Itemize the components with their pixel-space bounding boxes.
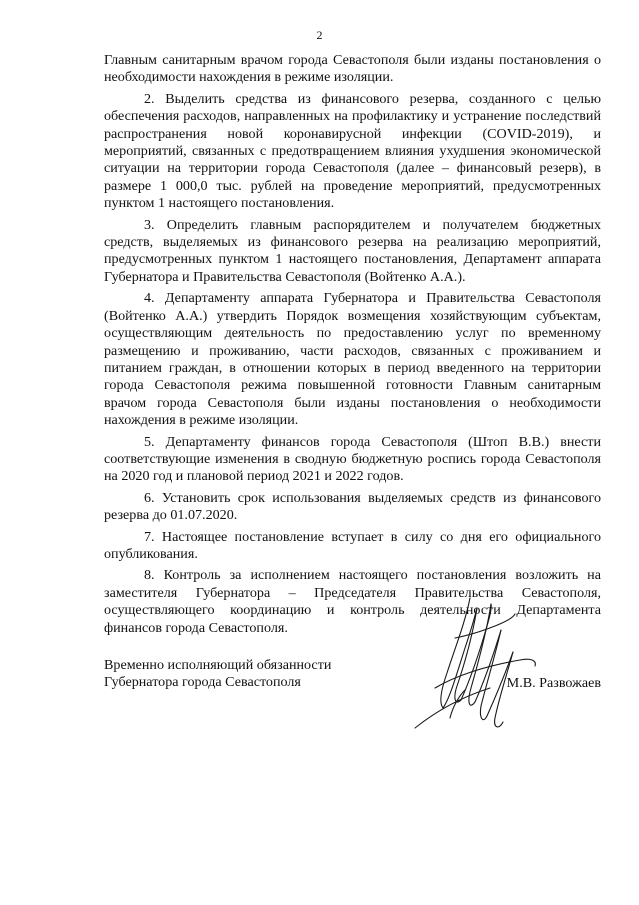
paragraph-1: Главным санитарным врачом города Севастополя были изданы постановления о необходимости нахождения в режиме изоляции. xyxy=(104,52,601,86)
paragraph-3: 3. Определить главным распорядителем и получателем бюджетных средств, выделяемых из финансового резерва на реализацию мероприятий, предусмотренных пунктом 1 настоящего постановления, Департамент аппарата Губернатора и Правительства Севастополя (Войтенко А.А.). xyxy=(104,216,601,285)
signatory-name: М.В. Развожаев xyxy=(506,675,601,691)
paragraph-6: 6. Установить срок использования выделяемых средств из финансового резерва до 01.07.2020. xyxy=(104,489,601,524)
paragraph-8: 8. Контроль за исполнением настоящего постановления возложить на заместителя Губернатора – Председателя Правительства Севастополя, осуществляющего координацию и контроль деятельности Департамента финансов города Севастополя. xyxy=(104,567,601,636)
signatory-position xyxy=(104,657,331,692)
signatory-position-line-2: Губернатора города Севастополя xyxy=(104,674,301,691)
paragraph-2: 2. Выделить средства из финансового резерва, созданного с целью обеспечения расходов, направленных на профилактику и устранение последствий распространения новой коронавирусной инфекции (COVID-2019), и мероприятий, связанных с предотвращением влияния ухудшения экономической ситуации на территории города Севастополя (далее – финансовый резерв), в размере 1 000,0 тыс. рублей на проведение мероприятий, предусмотренных пунктом 1 настоящего постановления. xyxy=(104,90,601,212)
handwritten-signature xyxy=(395,578,555,748)
signatory-position-line-1: Временно исполняющий обязанности xyxy=(104,657,332,673)
paragraph-4: 4. Департаменту аппарата Губернатора и Правительства Севастополя (Войтенко А.А.) утвердить Порядок возмещения хозяйствующим субъектам, осуществляющим деятельность по предоставлению услуг по временному размещению и проживанию, части расходов, связанных с проживанием и питанием граждан, в отношении которых в период введенного на территории города Севастополя режима повышенной готовности Главным санитарным врачом города Севастополя были изданы постановления о необходимости нахождения в режиме изоляции. xyxy=(104,290,601,429)
paragraph-5: 5. Департаменту финансов города Севастополя (Штоп В.В.) внести соответствующие изменения в сводную бюджетную роспись города Севастополя на 2020 год и плановой период 2021 и 2022 годов. xyxy=(104,433,601,485)
page-number: 2 xyxy=(316,28,323,42)
paragraph-7: 7. Настоящее постановление вступает в силу со дня его официального опубликования. xyxy=(104,528,601,562)
document-body xyxy=(104,52,601,641)
